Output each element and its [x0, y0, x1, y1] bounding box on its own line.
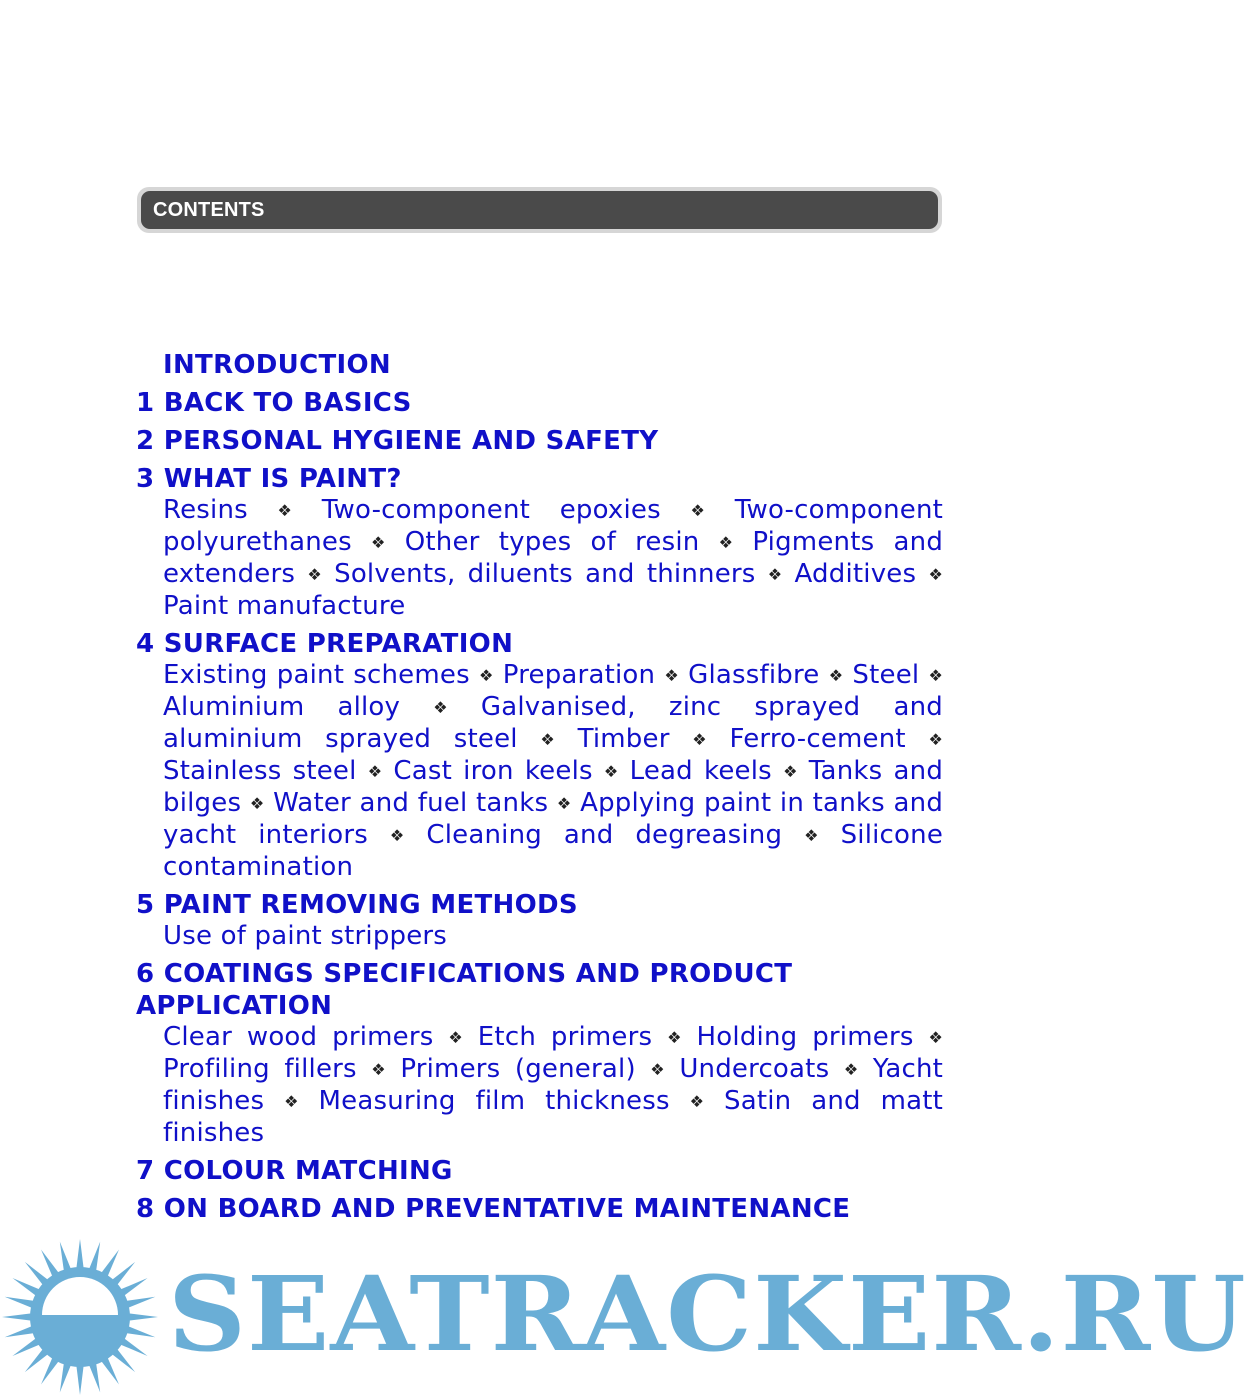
chapter-title: BACK TO BASICS	[163, 388, 412, 418]
chapter-heading[interactable]	[136, 958, 943, 1022]
section-list	[136, 920, 943, 952]
diamond-bullet-icon: ❖	[667, 1027, 682, 1047]
section-item[interactable]: Measuring film thickness	[318, 1086, 670, 1116]
section-item[interactable]: Preparation	[502, 660, 656, 690]
section-item[interactable]: Undercoats	[679, 1054, 830, 1084]
chapter-title: PAINT REMOVING METHODS	[163, 890, 578, 920]
diamond-bullet-icon: ❖	[603, 761, 619, 781]
section-item[interactable]: Yacht finishes	[163, 1054, 944, 1116]
section-item[interactable]: Water and fuel tanks	[273, 788, 549, 818]
chapter-title: INTRODUCTION	[163, 350, 391, 380]
chapter-heading[interactable]	[136, 425, 943, 457]
section-item[interactable]: Tanks and bilges	[163, 756, 944, 818]
diamond-bullet-icon: ❖	[307, 564, 322, 584]
section-item[interactable]: Galvanised, zinc sprayed and aluminium sprayed steel	[163, 692, 943, 754]
diamond-bullet-icon: ❖	[928, 1027, 944, 1047]
section-item[interactable]: Use of paint strippers	[163, 921, 448, 951]
chapter-heading[interactable]	[136, 463, 943, 495]
toc-entry	[136, 463, 943, 622]
section-item[interactable]: Other types of resin	[404, 527, 700, 557]
section-item[interactable]: Silicone contamination	[163, 820, 944, 882]
section-item[interactable]: Resins	[163, 495, 248, 525]
diamond-bullet-icon: ❖	[692, 729, 707, 749]
chapter-number: 2	[136, 426, 164, 456]
chapter-number: 8	[136, 1194, 164, 1224]
toc-entry	[136, 349, 943, 381]
diamond-bullet-icon: ❖	[448, 1027, 463, 1047]
section-item[interactable]: Cast iron keels	[393, 756, 593, 786]
section-item[interactable]: Applying paint in tanks and yacht interiors	[163, 788, 944, 850]
section-item[interactable]: Ferro-cement	[729, 724, 906, 754]
section-item[interactable]: Aluminium alloy	[163, 692, 401, 722]
section-item[interactable]: Lead keels	[629, 756, 772, 786]
section-item[interactable]: Existing paint schemes	[163, 660, 470, 690]
diamond-bullet-icon: ❖	[249, 793, 265, 813]
diamond-bullet-icon: ❖	[556, 793, 572, 813]
chapter-title: SURFACE PREPARATION	[163, 629, 514, 659]
diamond-bullet-icon: ❖	[479, 665, 494, 685]
diamond-bullet-icon: ❖	[783, 761, 798, 781]
sun-logo-icon	[0, 1237, 170, 1397]
watermark-text: SEATRACKER.RU	[168, 1255, 1247, 1375]
diamond-bullet-icon: ❖	[433, 697, 448, 717]
diamond-bullet-icon: ❖	[843, 1059, 859, 1079]
section-item[interactable]: Cleaning and degreasing	[426, 820, 783, 850]
toc-entry	[136, 1193, 943, 1225]
chapter-number: 1	[136, 388, 164, 418]
diamond-bullet-icon: ❖	[828, 665, 844, 685]
section-item[interactable]: Profiling fillers	[163, 1054, 357, 1084]
chapter-number: 4	[136, 629, 164, 659]
section-item[interactable]: Clear wood primers	[163, 1022, 434, 1052]
section-item[interactable]: Glassfibre	[688, 660, 820, 690]
section-item[interactable]: Timber	[577, 724, 670, 754]
contents-banner	[137, 187, 942, 233]
diamond-bullet-icon: ❖	[371, 532, 386, 552]
toc-entry	[136, 425, 943, 457]
contents-banner-inner	[141, 191, 938, 229]
toc-entry	[136, 387, 943, 419]
chapter-title: ON BOARD AND PREVENTATIVE MAINTENANCE	[163, 1194, 851, 1224]
section-item[interactable]: Additives	[794, 559, 917, 589]
section-item[interactable]: Primers (general)	[400, 1054, 636, 1084]
diamond-bullet-icon: ❖	[540, 729, 555, 749]
section-item[interactable]: Solvents, diluents and thinners	[334, 559, 756, 589]
section-list	[136, 1021, 943, 1149]
contents-title: CONTENTS	[153, 198, 265, 221]
diamond-bullet-icon: ❖	[690, 500, 706, 520]
diamond-bullet-icon: ❖	[389, 825, 405, 845]
diamond-bullet-icon: ❖	[718, 532, 734, 552]
section-item[interactable]: Paint manufacture	[163, 591, 406, 621]
toc-entry	[136, 1155, 943, 1187]
diamond-bullet-icon: ❖	[284, 1091, 299, 1111]
chapter-heading[interactable]	[136, 1193, 943, 1225]
diamond-bullet-icon: ❖	[689, 1091, 705, 1111]
diamond-bullet-icon: ❖	[371, 1059, 386, 1079]
diamond-bullet-icon: ❖	[367, 761, 383, 781]
chapter-heading[interactable]	[136, 349, 943, 381]
chapter-number: 3	[136, 464, 164, 494]
chapter-heading[interactable]	[136, 628, 943, 660]
diamond-bullet-icon: ❖	[928, 729, 944, 749]
table-of-contents	[136, 349, 943, 1231]
section-item[interactable]: Satin and matt finishes	[163, 1086, 944, 1148]
section-item[interactable]: Pigments and extenders	[163, 527, 944, 589]
diamond-bullet-icon: ❖	[767, 564, 783, 584]
chapter-heading[interactable]	[136, 387, 943, 419]
toc-entry	[136, 889, 943, 952]
chapter-title: PERSONAL HYGIENE AND SAFETY	[163, 426, 659, 456]
chapter-heading[interactable]	[136, 889, 943, 921]
section-item[interactable]: Etch primers	[477, 1022, 653, 1052]
diamond-bullet-icon: ❖	[277, 500, 293, 520]
chapter-title: COATINGS SPECIFICATIONS AND PRODUCT APPLICATION	[136, 959, 793, 1021]
diamond-bullet-icon: ❖	[804, 825, 819, 845]
diamond-bullet-icon: ❖	[928, 665, 944, 685]
section-list	[136, 494, 943, 622]
toc-entry	[136, 958, 943, 1149]
section-item[interactable]: Holding primers	[696, 1022, 914, 1052]
chapter-number: 5	[136, 890, 164, 920]
chapter-heading[interactable]	[136, 1155, 943, 1187]
chapter-title: WHAT IS PAINT?	[163, 464, 402, 494]
section-item[interactable]: Stainless steel	[163, 756, 357, 786]
diamond-bullet-icon: ❖	[928, 564, 943, 584]
section-item[interactable]: Steel	[852, 660, 920, 690]
chapter-number: 6	[136, 959, 164, 989]
section-item[interactable]: Two-component polyurethanes	[163, 495, 944, 557]
chapter-title: COLOUR MATCHING	[163, 1156, 453, 1186]
diamond-bullet-icon: ❖	[664, 665, 679, 685]
chapter-number: 7	[136, 1156, 164, 1186]
section-item[interactable]: Two-component epoxies	[321, 495, 661, 525]
section-list	[136, 659, 943, 883]
toc-entry	[136, 628, 943, 883]
diamond-bullet-icon: ❖	[650, 1059, 665, 1079]
